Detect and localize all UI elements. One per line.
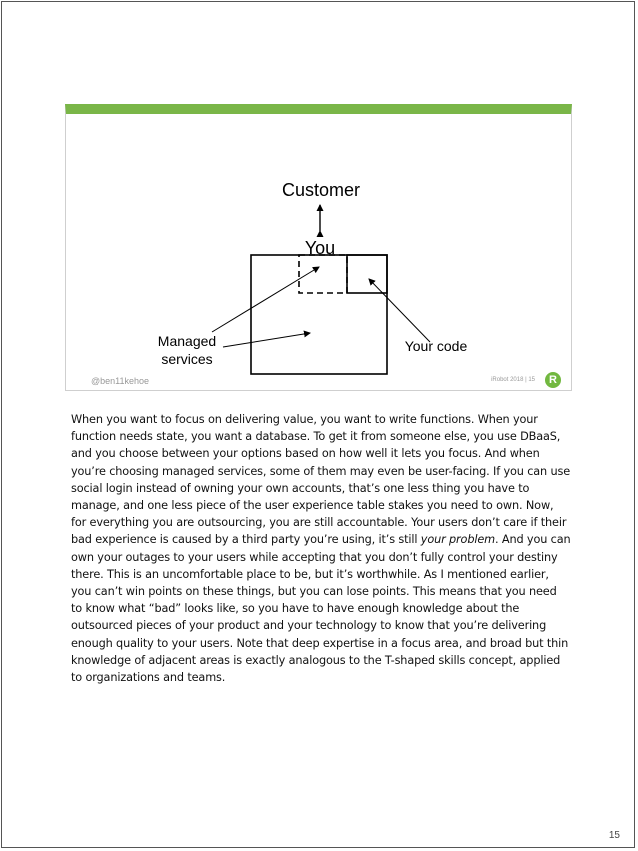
managed-services-pointer-bottom <box>223 333 310 347</box>
focus-diagram <box>66 114 571 391</box>
your-code-box <box>347 255 387 293</box>
managed-services-label-line1: Managed <box>157 333 217 349</box>
slide-author-handle: @ben11kehoe <box>91 376 150 386</box>
product-box <box>251 255 387 374</box>
page-number: 15 <box>608 830 620 841</box>
you-dashed-box <box>299 255 347 293</box>
customer-label: Customer <box>281 180 361 200</box>
notes-text-part2: . And you can own your outages to your users while accepting that you don’t fully control your destiny there. This is an uncomfortable place to be, but it’s worthwhile. As I mentioned earlier, you can’t win points on these things, but you can lose points. This means that you need to know what “bad” looks like, so you have to have enough knowledge about the outsourced pieces of your product and your technology to know that you’re delivering enough quality to your users. Note that deep expertise in a focus area, and broad but thin knowledge of adjacent areas is exactly analogous to the T-shaped skills concept, applied to organizations and teams. <box>71 533 571 685</box>
your-code-label: Your code <box>404 338 468 354</box>
speaker-notes <box>71 411 571 686</box>
speaker-notes-paragraph <box>71 411 571 686</box>
you-label: You <box>304 238 336 258</box>
notes-text-part1: When you want to focus on delivering value, you want to write functions. When your function needs state, you want a database. To get it from someone else, you use DBaaS, and you choose between your options based on how well it lets you focus. And when you’re choosing managed services, some of them may even be user-facing. If you can use social login instead of owning your own accounts, that’s one less thing you have to manage, and one less piece of the user experience table stakes you need to own. Now, for everything you are outsourcing, you are still accountable. Your users don’t care if their bad experience is caused by a third party you’re using, it’s still <box>71 413 571 547</box>
slide-thumbnail <box>65 104 572 391</box>
your-code-pointer <box>369 279 430 342</box>
slide-source-page: iRobot 2018 | 15 <box>491 377 535 383</box>
managed-services-label-line2: services <box>161 351 213 367</box>
irobot-logo-icon: R <box>545 372 561 388</box>
managed-services-pointer-top <box>212 267 319 332</box>
notes-italic-phrase: your problem <box>420 533 495 547</box>
